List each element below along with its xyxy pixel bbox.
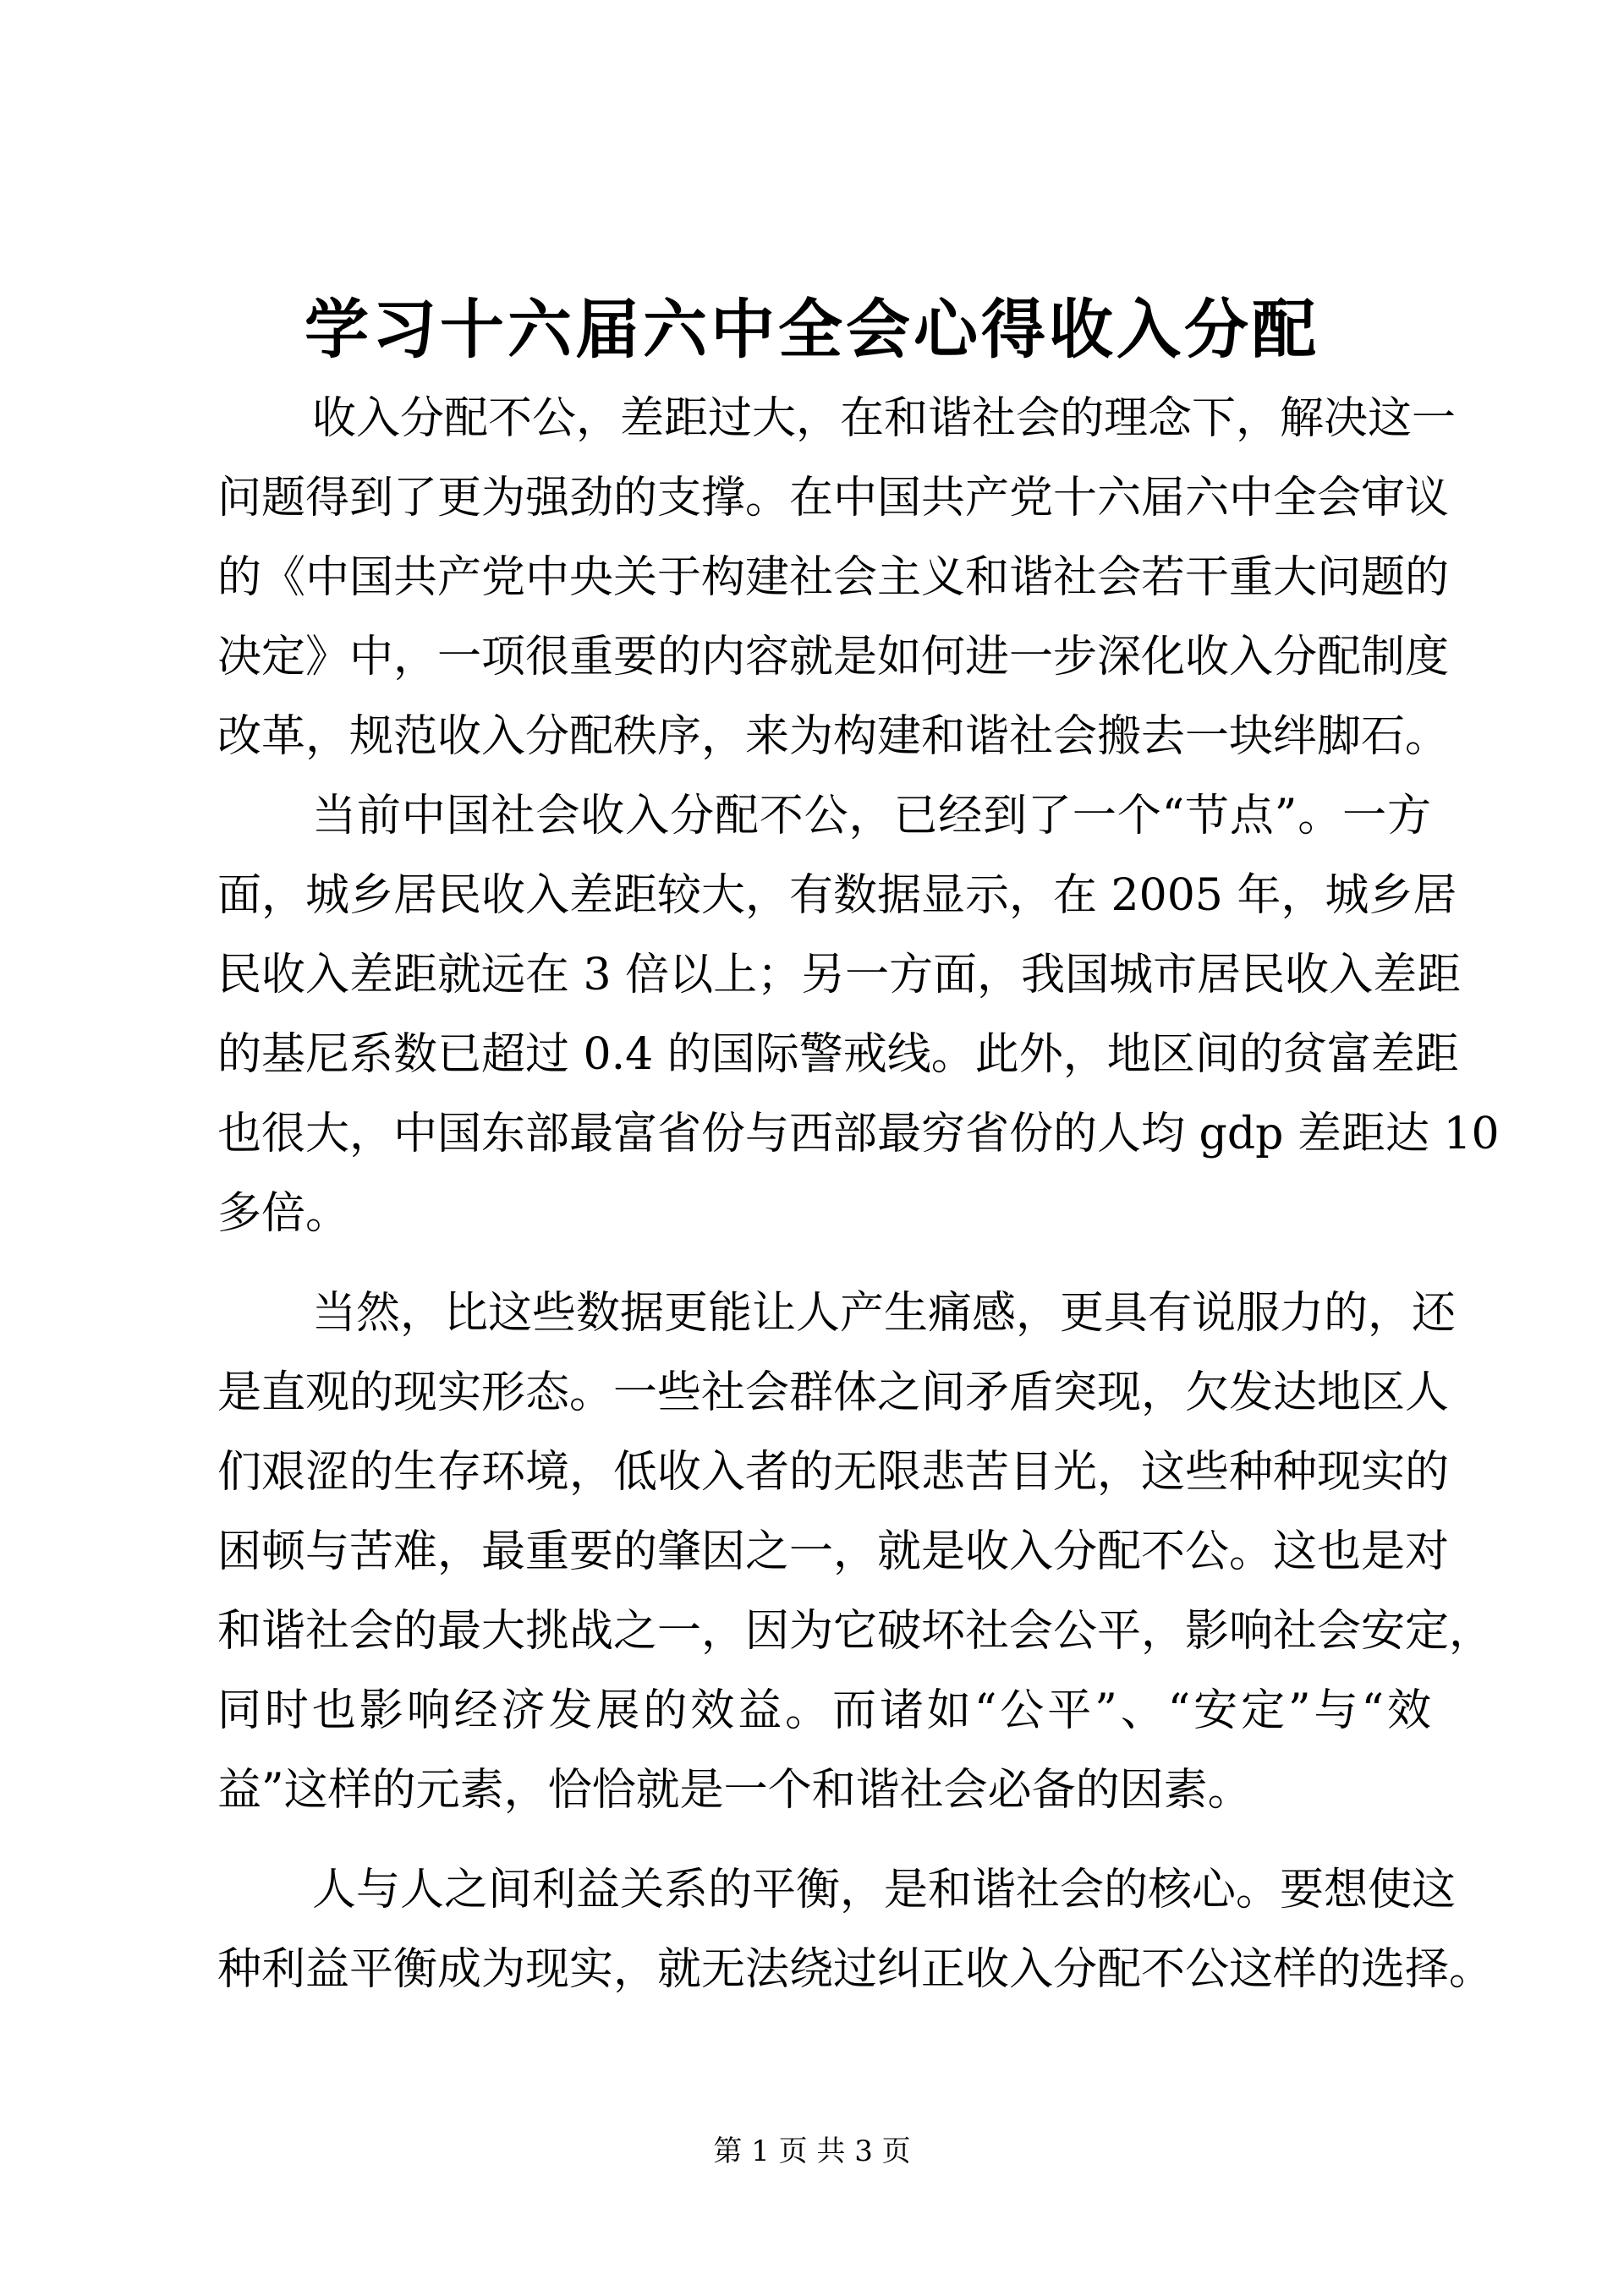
text-line: 当然，比这些数据更能让人产生痛感，更具有说服力的，还 xyxy=(312,1288,1457,1339)
text-line: 面，城乡居民收入差距较大，有数据显示，在 2005 年，城乡居 xyxy=(217,870,1457,921)
text-line: 多倍。 xyxy=(217,1188,350,1239)
text-line: 人与人之间利益关系的平衡，是和谐社会的核心。要想使这 xyxy=(312,1865,1457,1915)
text-line: 当前中国社会收入分配不公，已经到了一个“节点”。一方 xyxy=(312,791,1431,841)
document-body xyxy=(217,379,1500,2009)
text-line: 们艰涩的生存环境，低收入者的无限悲苦目光，这些种种现实的 xyxy=(217,1447,1450,1498)
paragraph xyxy=(217,379,1457,776)
paragraph xyxy=(217,1850,1494,2009)
text-line: 收入分配不公，差距过大，在和谐社会的理念下，解决这一 xyxy=(312,393,1457,444)
text-line: 同时也影响经济发展的效益。而诸如“公平”、“安定”与“效 xyxy=(217,1685,1431,1736)
text-line: 决定》中，一项很重要的内容就是如何进一步深化收入分配制度 xyxy=(217,632,1450,682)
document-title: 学习十六届六中全会心得收入分配 xyxy=(304,292,1320,367)
text-line: 改革，规范收入分配秩序，来为构建和谐社会搬去一块绊脚石。 xyxy=(217,711,1450,762)
page-footer: 第 1 页 共 3 页 xyxy=(713,2134,911,2168)
text-line: 和谐社会的最大挑战之一，因为它破坏社会公平，影响社会安定， xyxy=(217,1606,1494,1657)
text-line: 民收入差距就远在 3 倍以上；另一方面，我国城市居民收入差距 xyxy=(217,950,1462,1000)
paragraph xyxy=(217,1274,1494,1830)
text-line: 的《中国共产党中央关于构建社会主义和谐社会若干重大问题的 xyxy=(217,552,1450,603)
text-line: 问题得到了更为强劲的支撑。在中国共产党十六届六中全会审议 xyxy=(217,473,1450,523)
text-line: 困顿与苦难，最重要的肇因之一，就是收入分配不公。这也是对 xyxy=(217,1526,1450,1577)
paragraph xyxy=(217,776,1500,1253)
text-line: 种利益平衡成为现实，就无法绕过纠正收入分配不公这样的选择。 xyxy=(217,1944,1494,1995)
text-line: 是直观的现实形态。一些社会群体之间矛盾突现，欠发达地区人 xyxy=(217,1367,1450,1418)
text-line: 也很大，中国东部最富省份与西部最穷省份的人均 gdp 差距达 10 xyxy=(217,1109,1500,1159)
text-line: 的基尼系数已超过 0.4 的国际警戒线。此外，地区间的贫富差距 xyxy=(217,1029,1459,1080)
text-line: 益”这样的元素，恰恰就是一个和谐社会必备的因素。 xyxy=(217,1765,1252,1816)
